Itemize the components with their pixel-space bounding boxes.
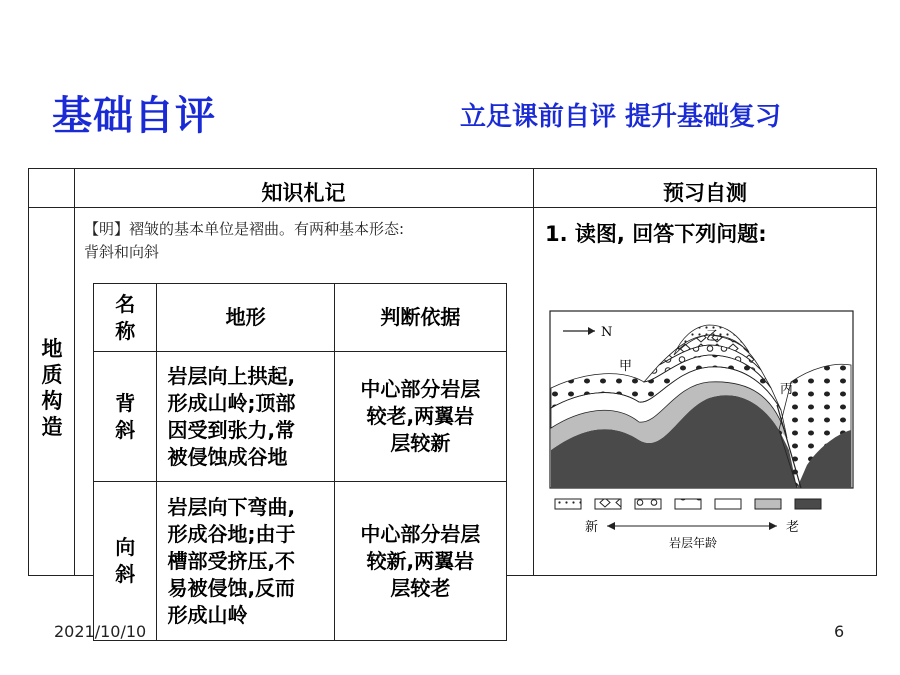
row-name: 背 斜	[94, 352, 157, 482]
fold-figure	[549, 310, 854, 550]
label-bing: 丙	[780, 382, 794, 397]
row-name: 向 斜	[94, 482, 157, 641]
page-number: 6	[834, 622, 845, 641]
legend-old: 老	[786, 520, 800, 535]
table-divider	[533, 168, 534, 576]
north-label: N	[601, 325, 613, 340]
side-label: 地 质 构 造	[41, 337, 63, 439]
question-text: 1. 读图, 回答下列问题:	[545, 222, 767, 246]
legend-new: 新	[585, 520, 599, 535]
header-preview: 预习自测	[663, 181, 747, 205]
col-name: 名 称	[94, 284, 157, 352]
page-subtitle: 立足课前自评 提升基础复习	[460, 102, 782, 132]
row-landform: 岩层向下弯曲, 形成谷地;由于 槽部受挤压,不 易被侵蚀,反而 形成山岭	[157, 482, 334, 641]
header-knowledge: 知识札记	[261, 181, 346, 205]
row-basis: 中心部分岩层 较新,两翼岩 层较老	[334, 482, 506, 641]
legend-swatch	[755, 499, 781, 509]
label-yi: 乙	[706, 329, 720, 344]
legend-swatch	[595, 499, 621, 509]
age-arrow-left	[607, 522, 615, 530]
legend-swatch	[715, 499, 741, 509]
legend-swatch	[675, 499, 701, 509]
age-arrow-right	[769, 522, 777, 530]
fold-table	[93, 283, 507, 641]
col-basis: 判断依据	[334, 284, 506, 352]
page-title: 基础自评	[52, 93, 216, 139]
footer-date: 2021/10/10	[54, 622, 147, 641]
row-basis: 中心部分岩层 较老,两翼岩 层较新	[334, 352, 506, 482]
col-landform: 地形	[157, 284, 334, 352]
table-row	[94, 482, 507, 641]
label-jia: 甲	[619, 359, 633, 374]
legend-caption: 岩层年龄	[669, 536, 718, 550]
table-divider	[74, 168, 75, 576]
knowledge-note: 【明】褶皱的基本单位是褶曲。有两种基本形态: 背斜和向斜	[84, 220, 405, 261]
legend-swatch	[635, 499, 661, 509]
table-divider	[28, 207, 877, 208]
legend-swatch	[795, 499, 821, 509]
row-landform: 岩层向上拱起, 形成山岭;顶部 因受到张力,常 被侵蚀成谷地	[157, 352, 334, 482]
table-row	[94, 352, 507, 482]
legend-swatch	[555, 499, 581, 509]
